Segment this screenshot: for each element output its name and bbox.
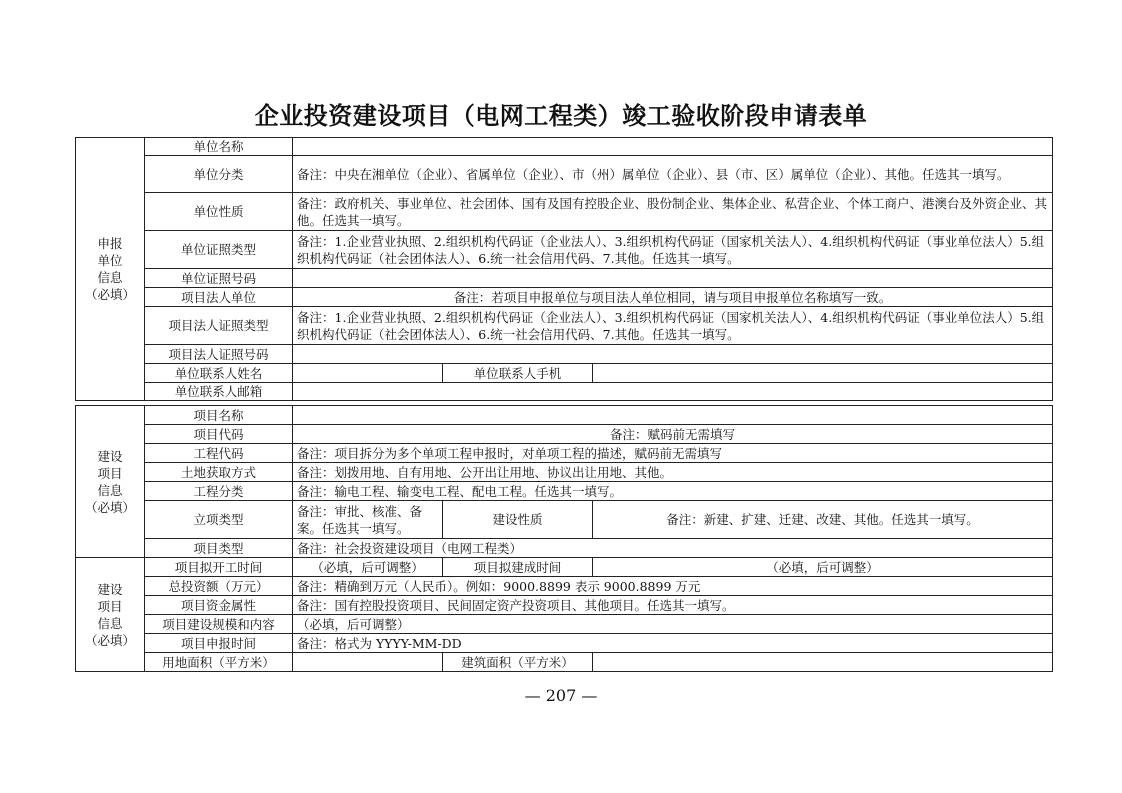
- field-project-code[interactable]: 备注：赋码前无需填写: [293, 425, 1053, 444]
- label-engineering-code: 工程代码: [145, 444, 293, 463]
- field-unit-nature[interactable]: 备注：政府机关、事业单位、社会团体、国有及国有控股企业、股份制企业、集体企业、私营企业、个体工商户、港澳台及外资企业、其他。任选其一填写。: [293, 193, 1053, 231]
- table-row: [76, 615, 1053, 634]
- group-label-applicant: [76, 138, 145, 401]
- field-license-no[interactable]: [293, 269, 1053, 288]
- group-label-line: 项目: [97, 598, 123, 614]
- label-scale-content: 项目建设规模和内容: [145, 615, 293, 634]
- table-row: [76, 653, 1053, 672]
- group-label-line: 信息: [97, 615, 123, 631]
- label-start-time: 项目拟开工时间: [145, 558, 293, 577]
- field-legal-unit[interactable]: 备注：若项目申报单位与项目法人单位相同，请与项目申报单位名称填写一致。: [293, 288, 1053, 307]
- label-engineering-category: 工程分类: [145, 482, 293, 501]
- field-start-time[interactable]: （必填，后可调整）: [293, 558, 443, 577]
- label-legal-unit: 项目法人单位: [145, 288, 293, 307]
- label-unit-name: 单位名称: [145, 138, 293, 156]
- field-scale-content[interactable]: （必填，后可调整）: [293, 615, 1053, 634]
- label-unit-nature: 单位性质: [145, 193, 293, 231]
- label-contact-name: 单位联系人姓名: [145, 364, 293, 383]
- field-finish-time[interactable]: （必填，后可调整）: [593, 558, 1053, 577]
- label-fund-attribute: 项目资金属性: [145, 596, 293, 615]
- label-total-investment: 总投资额（万元）: [145, 577, 293, 596]
- table-row: [76, 539, 1053, 558]
- label-finish-time: 项目拟建成时间: [443, 558, 593, 577]
- field-contact-email[interactable]: [293, 383, 1053, 401]
- table-row: [76, 193, 1053, 231]
- group-label-line: 申报: [97, 236, 123, 251]
- table-row: [76, 156, 1053, 193]
- field-total-investment[interactable]: 备注：精确到万元（人民币）。例如：9000.8899 表示 9000.8899 万元: [293, 577, 1053, 596]
- table-row: [76, 634, 1053, 653]
- label-license-type: 单位证照类型: [145, 231, 293, 269]
- table-row: [76, 307, 1053, 345]
- field-license-type[interactable]: 备注：1.企业营业执照、2.组织机构代码证（企业法人）、3.组织机构代码证（国家机关法人）、4.组织机构代码证（事业单位法人）5.组织机构代码证（社会团体法人）、6.统一社会信用代码、7.其他。任选其一填写。: [293, 231, 1053, 269]
- table-row: [76, 269, 1053, 288]
- table-row: [76, 425, 1053, 444]
- field-building-area[interactable]: [593, 653, 1053, 672]
- group-label-construction: [76, 406, 145, 558]
- label-apply-time: 项目申报时间: [145, 634, 293, 653]
- group-label-line: 单位: [97, 253, 123, 268]
- table-row: [76, 345, 1053, 364]
- label-contact-phone: 单位联系人手机: [443, 364, 593, 383]
- page-title: 企业投资建设项目（电网工程类）竣工验收阶段申请表单: [254, 101, 868, 130]
- table-row: [76, 558, 1053, 577]
- label-unit-category: 单位分类: [145, 156, 293, 193]
- field-land-method[interactable]: 备注：划拨用地、自有用地、公开出让用地、协议出让用地、其他。: [293, 463, 1053, 482]
- group-label-line: （必填）: [84, 632, 135, 648]
- construction-schedule-table: [75, 557, 1053, 672]
- label-building-area: 建筑面积（平方米）: [443, 653, 593, 672]
- group-label-line: 项目: [97, 465, 123, 481]
- label-project-type: 项目类型: [145, 539, 293, 558]
- group-label-line: （必填）: [84, 287, 135, 302]
- table-row: [76, 231, 1053, 269]
- table-row: [76, 444, 1053, 463]
- page-number: — 207 —: [524, 686, 598, 705]
- construction-form-table: [75, 405, 1053, 558]
- table-row: [76, 406, 1053, 425]
- group-label-line: 信息: [97, 270, 123, 285]
- field-unit-category[interactable]: 备注：中央在湘单位（企业）、省属单位（企业）、市（州）属单位（企业）、县（市、区）属单位（企业）、其他。任选其一填写。: [293, 156, 1053, 193]
- label-land-area: 用地面积（平方米）: [145, 653, 293, 672]
- table-row: [76, 577, 1053, 596]
- field-contact-name[interactable]: [293, 364, 443, 383]
- label-project-name: 项目名称: [145, 406, 293, 425]
- field-project-name[interactable]: [293, 406, 1053, 425]
- group-label-line: 建设: [97, 448, 123, 464]
- label-legal-license-no: 项目法人证照号码: [145, 345, 293, 364]
- label-land-method: 土地获取方式: [145, 463, 293, 482]
- table-row: [76, 364, 1053, 383]
- table-row: [76, 138, 1053, 156]
- table-row: [76, 288, 1053, 307]
- label-contact-email: 单位联系人邮箱: [145, 383, 293, 401]
- group-label-construction-schedule: [76, 558, 145, 672]
- field-legal-license-no[interactable]: [293, 345, 1053, 364]
- label-license-no: 单位证照号码: [145, 269, 293, 288]
- group-label-line: 信息: [97, 482, 123, 498]
- label-legal-license-type: 项目法人证照类型: [145, 307, 293, 345]
- field-build-nature[interactable]: 备注：新建、扩建、迁建、改建、其他。任选其一填写。: [593, 501, 1053, 539]
- field-legal-license-type[interactable]: 备注：1.企业营业执照、2.组织机构代码证（企业法人）、3.组织机构代码证（国家机关法人）、4.组织机构代码证（事业单位法人）5.组织机构代码证（社会团体法人）、6.统一社会信用代码、7.其他。任选其一填写。: [293, 307, 1053, 345]
- table-row: [76, 501, 1053, 539]
- field-apply-time[interactable]: 备注：格式为 YYYY-MM-DD: [293, 634, 1053, 653]
- field-unit-name[interactable]: [293, 138, 1053, 156]
- group-label-line: 建设: [97, 581, 123, 597]
- application-form-table: [75, 137, 1053, 401]
- field-fund-attribute[interactable]: 备注：国有控股投资项目、民间固定资产投资项目、其他项目。任选其一填写。: [293, 596, 1053, 615]
- field-engineering-code[interactable]: 备注：项目拆分为多个单项工程申报时，对单项工程的描述，赋码前无需填写: [293, 444, 1053, 463]
- label-build-nature: 建设性质: [443, 501, 593, 539]
- table-row: [76, 383, 1053, 401]
- table-row: [76, 463, 1053, 482]
- label-project-code: 项目代码: [145, 425, 293, 444]
- field-land-area[interactable]: [293, 653, 443, 672]
- group-label-line: （必填）: [84, 499, 135, 515]
- field-approval-type[interactable]: 备注：审批、核准、备案。任选其一填写。: [293, 501, 443, 539]
- label-approval-type: 立项类型: [145, 501, 293, 539]
- field-contact-phone[interactable]: [593, 364, 1053, 383]
- field-project-type[interactable]: 备注：社会投资建设项目（电网工程类）: [293, 539, 1053, 558]
- table-row: [76, 482, 1053, 501]
- field-engineering-category[interactable]: 备注：输电工程、输变电工程、配电工程。任选其一填写。: [293, 482, 1053, 501]
- table-row: [76, 596, 1053, 615]
